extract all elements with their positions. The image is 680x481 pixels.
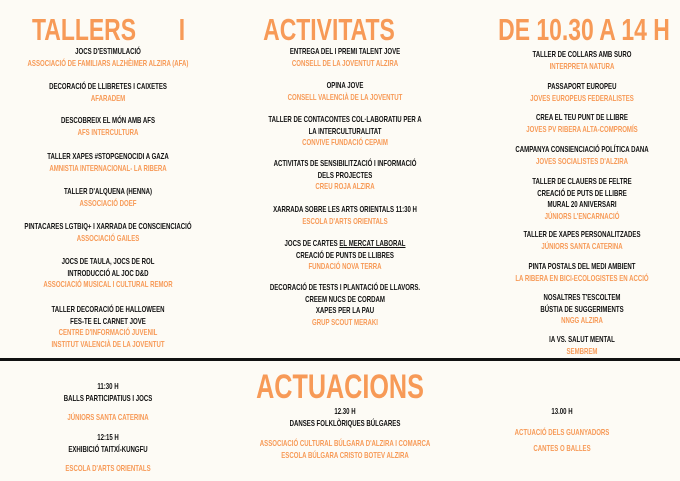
section-divider <box>0 358 680 361</box>
performance-item <box>451 406 673 455</box>
item-organization: CENTRE D'INFORMACIÓ JUVENIL <box>58 328 158 338</box>
title-activitats: ACTIVITATS <box>263 12 395 47</box>
item-organization: CANTES O BALLES <box>533 444 591 454</box>
item-title-line: CAMPANYA CONSIENCIACIÓ POLÍTICA DANA <box>515 145 649 154</box>
item-title-line: TALLER D'ALQUENA (HENNA) <box>64 187 152 196</box>
item-title-line: 12.30 H <box>334 407 356 416</box>
item-title-line: BÚSTIA DE SUGGERIMENTS <box>540 304 624 314</box>
item-organization: AFS INTERCULTURA <box>77 127 139 137</box>
item-title-line: DANSES FOLKLÒRIQUES BÚLGARES <box>289 418 401 428</box>
item-title-line: XARRADA SOBRE LES ARTS ORIENTALS 11:30 H <box>273 205 417 214</box>
item-organization: NNGG ALZIRA <box>561 316 603 326</box>
item-title-line: CREA EL TEU PUNT DE LLIBRE <box>536 113 628 122</box>
item-organization: JOVES EUROPEUS FEDERALISTES <box>530 93 634 103</box>
item-organization: JOVES PV RIBERA ALTA-COMPROMÍS <box>526 124 638 134</box>
performance-item <box>234 406 456 461</box>
item-title-line: TALLER DE COLLARS AMB SURO <box>532 50 632 59</box>
item-title-line: CREACIÓ DE PUTS DE LLIBRE <box>537 188 627 198</box>
item-title-line: IA VS. SALUT MENTAL <box>549 335 615 344</box>
item-title-line: BALLS PARTICIPATIUS I JOCS <box>63 393 153 403</box>
item-title-line: DESCOBREIX EL MÓN AMB AFS <box>60 116 156 125</box>
item-organization: ESCOLA D'ARTS ORIENTALS <box>302 216 388 226</box>
item-title-line: TALLER DECORACIÓ DE HALLOWEEN <box>51 305 165 314</box>
item-organization: JOVES SOCIALISTES D'ALZIRA <box>535 156 628 166</box>
item-title-line: EXHIBICIÓ TAITXÍ-KUNGFU <box>68 444 148 454</box>
item-title-line: FES-TE EL CARNET JOVE <box>70 316 146 326</box>
item-title-line: TALLER DE CONTACONTES COL·LABORATIU PER A <box>268 115 422 124</box>
item-organization: SEMBREM <box>566 346 598 356</box>
item-title-line: TALLER DE CLAUERS DE FELTRE <box>532 177 632 186</box>
item-title-line: DELS PROJECTES <box>317 170 373 180</box>
item-organization: CONSELL DE LA JOVENTUT ALZIRA <box>291 58 399 68</box>
item-organization: JÚNIORS SANTA CATERINA <box>541 241 623 251</box>
item-title-line: 12:15 H <box>97 433 119 442</box>
item-organization: JÚNIORS SANTA CATERINA <box>67 413 149 423</box>
performance-column <box>234 0 456 481</box>
item-organization: AMNISTIA INTERNACIONAL- LA RIBERA <box>49 163 167 173</box>
item-title-line: ACTIVITATS DE SENSIBILITZACIÓ I INFORMACIÓ <box>273 159 417 168</box>
item-organization: CONVIVE FUNDACIÓ CEPAIM <box>302 138 388 148</box>
item-organization: CONSELL VALENCIÀ DE LA JOVENTUT <box>287 92 403 102</box>
item-title-line: INTRODUCCIÓ AL JOC D&D <box>67 268 149 278</box>
item-title-line: ENTREGA DEL I PREMI TALENT JOVE <box>289 47 401 56</box>
item-title-line: CREEM NUCS DE CORDAM <box>305 294 385 304</box>
item-organization: ASSOCIACIÓ GAILES <box>76 233 140 243</box>
item-organization: INSTITUT VALENCIÀ DE LA JOVENTUT <box>51 339 165 349</box>
performance-column <box>0 0 219 481</box>
item-title-line: JOCS DE TAULA, JOCS DE ROL <box>61 257 155 266</box>
item-title-line: 11:30 H <box>97 382 119 391</box>
item-organization: CREU ROJA ALZIRA <box>315 182 375 192</box>
item-organization: INTERPRETA NATURA <box>549 61 615 71</box>
item-organization: ASSOCIACIÓ DOEF <box>79 198 137 208</box>
performance-item <box>0 432 219 475</box>
item-title-line: XAPES PER LA PAU <box>315 306 375 316</box>
item-title-line: 13.00 H <box>551 407 573 416</box>
item-organization: ASSOCIACIÓ CULTURAL BÚLGARA D'ALZIRA I COMARCA <box>259 439 431 449</box>
item-title-line: DECORACIÓ DE LLIBRETES I CAIXETES <box>49 82 167 91</box>
item-organization: AFARADEM <box>90 93 126 103</box>
performance-item <box>0 381 219 424</box>
item-title-line: TALLER XAPES #STOPGENOCIDI A GAZA <box>47 152 169 161</box>
item-title-line: CREACIÓ DE PUNTS DE LLIBRES <box>296 250 394 260</box>
item-title-line: DECORACIÓ DE TESTS I PLANTACIÓ DE LLAVORS. <box>269 283 421 292</box>
text-segment: JOCS DE CARTES <box>284 239 340 248</box>
item-organization: ESCOLA D'ARTS ORIENTALS <box>65 464 151 474</box>
item-title-line: LA INTERCULTURALITAT <box>308 126 382 136</box>
title-i: I <box>178 12 186 47</box>
title-actuacions: ACTUACIONS <box>256 368 424 406</box>
item-organization: FUNDACIÓ NOVA TERRA <box>308 262 382 272</box>
item-organization: ASSOCIACIÓ MUSICAL I CULTURAL REMOR <box>43 280 173 290</box>
title-hours: DE 10.30 A 14 H <box>498 12 670 47</box>
item-title-line: NOSALTRES T'ESCOLTEM <box>543 293 621 302</box>
item-organization: LA RIBERA EN BICI-ECOLOGISTES EN ACCIÓ <box>515 273 649 283</box>
item-organization: ESCOLA BÚLGARA CRISTO BOTEV ALZIRA <box>281 450 409 460</box>
item-organization: GRUP SCOUT MERAKI <box>312 317 378 327</box>
title-tallers: TALLERS <box>31 12 137 47</box>
item-organization: ASSOCIACIÓ DE FAMILIARS ALZHÈIMER ALZIRA (AFA) <box>27 58 189 68</box>
underlined-text: EL MERCAT LABORAL <box>339 239 406 248</box>
item-title-line: PINTA POSTALS DEL MEDI AMBIENT <box>528 262 636 271</box>
item-title-line: PINTACARES LGTBIQ+ I XARRADA DE CONSCIENCIACIÓ <box>24 222 192 231</box>
item-title-line: TALLER DE XAPES PERSONALITZADES <box>523 230 641 239</box>
item-organization: ACTUACIÓ DELS GUANYADORS <box>514 427 610 437</box>
item-title-line: JOCS D'ESTIMULACIÓ <box>75 47 141 56</box>
item-organization: JÚNIORS L'ENCARNACIÓ <box>544 211 620 221</box>
item-title-line: PASSAPORT EUROPEU <box>547 82 617 91</box>
item-title-line: OPINA JOVE <box>326 81 364 90</box>
item-title-line: MURAL 20 ANIVERSARI <box>547 200 617 210</box>
performance-column <box>451 0 673 481</box>
